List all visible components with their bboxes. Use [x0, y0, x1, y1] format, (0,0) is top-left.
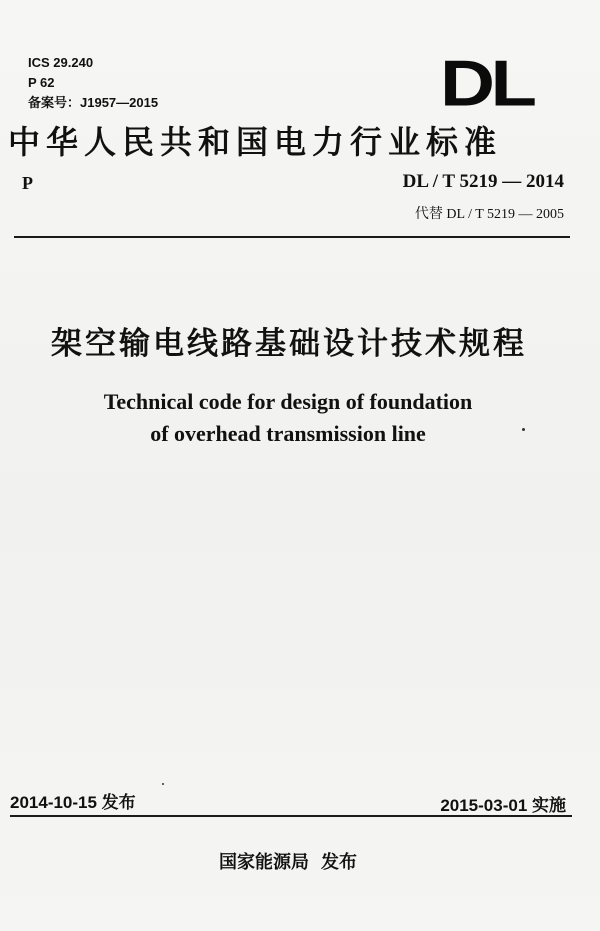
scan-speck [162, 783, 164, 785]
standard-number: DL / T 5219 — 2014 [402, 171, 564, 192]
title-english [0, 386, 576, 450]
ics-code: ICS 29.240 [28, 55, 94, 70]
scan-speck [522, 428, 525, 431]
filing-number: 备案号：J1957—2015 [28, 95, 159, 110]
title-english-line-1: Technical code for design of foundation [103, 389, 473, 414]
publisher-name: 国家能源局 [219, 852, 309, 873]
category-letter: P [22, 173, 33, 193]
issue-date: 2014-10-15 发布 [10, 793, 136, 812]
standard-type-heading: 中华人民共和国电力行业标准 [8, 123, 503, 161]
dl-logo: DL [440, 47, 533, 120]
bottom-divider [10, 815, 572, 817]
top-divider [14, 236, 570, 238]
publisher-action: 发布 [321, 852, 357, 873]
publisher-line [0, 848, 576, 874]
category-code: P 62 [28, 75, 55, 90]
implementation-date: 2015-03-01 实施 [440, 796, 566, 815]
title-english-line-2: of overhead transmission line [150, 421, 426, 446]
replaces-standard: 代替 DL / T 5219 — 2005 [414, 207, 564, 222]
title-chinese: 架空输电线路基础设计技术规程 [51, 326, 527, 362]
classification-block [28, 53, 158, 113]
